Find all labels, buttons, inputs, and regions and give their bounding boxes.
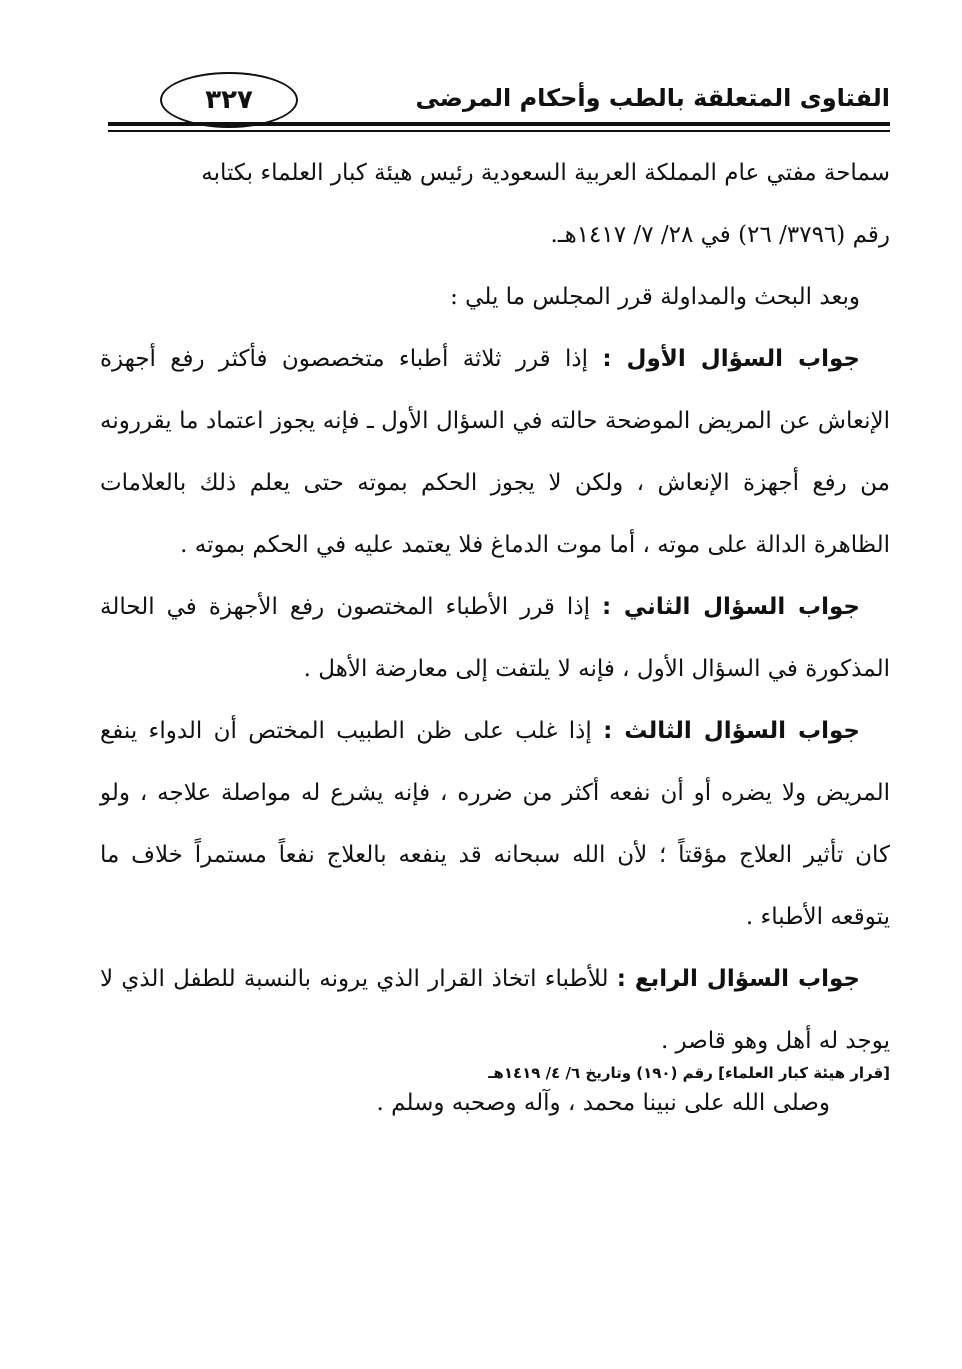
answer-2-text: إذا قرر الأطباء المختصون رفع الأجهزة في الحالة المذكورة في السؤال الأول ، فإنه لا يلتفت إلى معارضة الأهل . <box>100 594 890 682</box>
answer-4-paragraph <box>100 948 890 1072</box>
answer-3-label: جواب السؤال الثالث : <box>603 718 860 744</box>
body-text <box>100 142 890 1134</box>
answer-1-paragraph <box>100 328 890 576</box>
answer-1-label: جواب السؤال الأول : <box>602 346 860 372</box>
page-number: ٣٢٧ <box>160 72 298 128</box>
header-rule-thick <box>108 122 890 126</box>
intro-line-1: سماحة مفتي عام المملكة العربية السعودية رئيس هيئة كبار العلماء بكتابه <box>201 160 890 186</box>
answer-3-paragraph <box>100 700 890 948</box>
running-title: الفتاوى المتعلقة بالطب وأحكام المرضى <box>415 84 890 112</box>
deliberation-line: وبعد البحث والمداولة قرر المجلس ما يلي : <box>450 284 860 310</box>
closing-line: وصلى الله على نبينا محمد ، وآله وصحبه وسلم . <box>376 1090 830 1116</box>
intro-line-2: رقم (٣٧٩٦/ ٢٦) في ٢٨/ ٧/ ١٤١٧هـ. <box>550 222 890 248</box>
intro-paragraph <box>100 142 890 266</box>
header-rule-thin <box>108 130 890 132</box>
source-footnote: [قرار هيئة كبار العلماء] رقم (١٩٠) وتاريخ ٦/ ٤/ ١٤١٩هـ <box>488 1064 890 1082</box>
answer-2-label: جواب السؤال الثاني : <box>601 594 860 620</box>
answer-1-text: إذا قرر ثلاثة أطباء متخصصون فأكثر رفع أجهزة الإنعاش عن المريض الموضحة حالته في السؤال الأول ـ فإنه يجوز اعتماد ما يقررونه من رفع أجهزة الإنعاش ، ولكن لا يجوز الحكم بموته حتى يعلم ذلك بالعلامات الظاهرة الدالة على موته ، أما موت الدماغ فلا يعتمد عليه في الحكم بموته . <box>100 346 890 558</box>
answer-2-paragraph <box>100 576 890 700</box>
answer-3-text: إذا غلب على ظن الطبيب المختص أن الدواء ينفع المريض ولا يضره أو أن نفعه أكثر من ضرره ، فإنه يشرع له مواصلة علاجه ، ولو كان تأثير العلاج مؤقتاً ؛ لأن الله سبحانه قد ينفعه بالعلاج نفعاً مستمراً خلاف ما يتوقعه الأطباء . <box>100 718 890 930</box>
answer-4-label: جواب السؤال الرابع : <box>616 966 860 992</box>
answer-4-text: للأطباء اتخاذ القرار الذي يرونه بالنسبة للطفل الذي لا يوجد له أهل وهو قاصر . <box>100 966 890 1054</box>
